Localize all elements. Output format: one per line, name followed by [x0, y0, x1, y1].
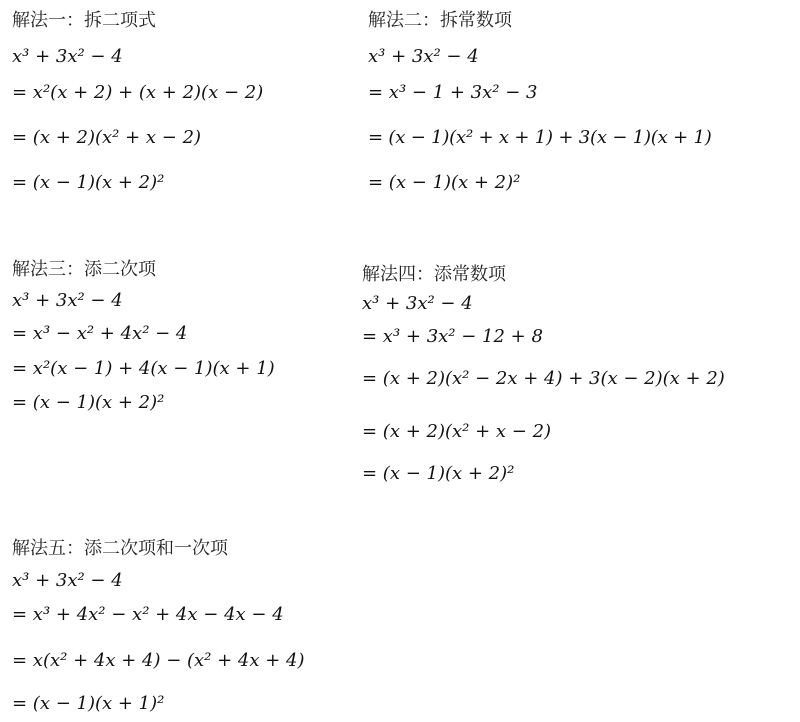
- method-2-line-4: = (x − 1)(x + 2)²: [368, 172, 521, 193]
- method-4-line-5: = (x − 1)(x + 2)²: [362, 463, 515, 484]
- method-1-title: 解法一：拆二项式: [12, 10, 156, 31]
- method-3-line-1: x³ + 3x² − 4: [12, 290, 123, 311]
- method-2-line-1: x³ + 3x² − 4: [368, 46, 479, 67]
- method-2-line-3: = (x − 1)(x² + x + 1) + 3(x − 1)(x + 1): [368, 127, 712, 148]
- method-4-title: 解法四：添常数项: [362, 264, 506, 285]
- method-5-title: 解法五：添二次项和一次项: [12, 538, 228, 559]
- method-4-line-1: x³ + 3x² − 4: [362, 293, 473, 314]
- method-5-line-1: x³ + 3x² − 4: [12, 570, 123, 591]
- method-1-line-4: = (x − 1)(x + 2)²: [12, 172, 165, 193]
- method-4-line-3: = (x + 2)(x² − 2x + 4) + 3(x − 2)(x + 2): [362, 368, 725, 389]
- method-3-title: 解法三：添二次项: [12, 259, 156, 280]
- method-2-title: 解法二：拆常数项: [368, 10, 512, 31]
- method-3-line-2: = x³ − x² + 4x² − 4: [12, 323, 188, 344]
- method-5-line-3: = x(x² + 4x + 4) − (x² + 4x + 4): [12, 650, 305, 671]
- method-1-line-3: = (x + 2)(x² + x − 2): [12, 127, 202, 148]
- method-1-line-2: = x²(x + 2) + (x + 2)(x − 2): [12, 82, 264, 103]
- method-4-line-4: = (x + 2)(x² + x − 2): [362, 421, 552, 442]
- method-3-line-4: = (x − 1)(x + 2)²: [12, 392, 165, 413]
- method-4-line-2: = x³ + 3x² − 12 + 8: [362, 326, 543, 347]
- method-1-line-1: x³ + 3x² − 4: [12, 46, 123, 67]
- method-2-line-2: = x³ − 1 + 3x² − 3: [368, 82, 538, 103]
- method-5-line-4: = (x − 1)(x + 1)²: [12, 693, 165, 714]
- method-5-line-2: = x³ + 4x² − x² + 4x − 4x − 4: [12, 604, 284, 625]
- method-3-line-3: = x²(x − 1) + 4(x − 1)(x + 1): [12, 358, 275, 379]
